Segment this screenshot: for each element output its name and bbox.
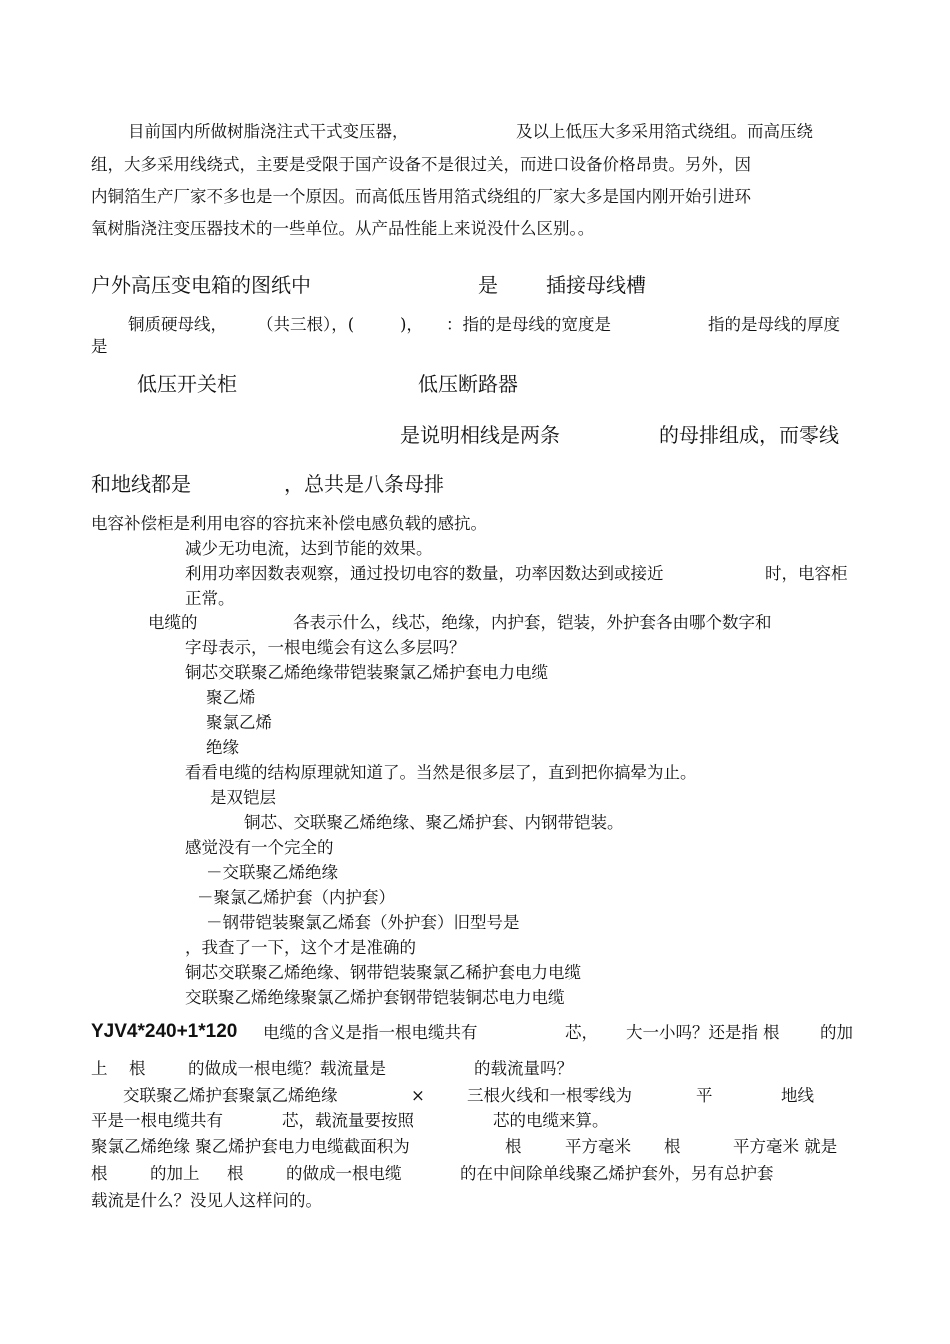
s4-a4: 绝缘 — [206, 738, 239, 757]
p1-line3: 内铜箔生产厂家不多也是一个原因。而高低压皆用箔式绕组的厂家大多是国内刚开始引进环 — [91, 187, 751, 206]
s2-line1d: ：指的是母线的宽度是 — [446, 315, 611, 334]
s5-a2a: 平是一根电缆共有 — [91, 1111, 223, 1130]
s4-q1b: 各表示什么，线芯，绝缘，内护套，铠装，外护套各由哪个数字和 — [293, 613, 772, 632]
s4-a11: －钢带铠装聚氯乙烯套（外护套）旧型号是 — [206, 913, 520, 932]
s2-line2: 是 — [91, 337, 108, 356]
p1-line1a: 目前国内所做树脂浇注式干式变压器， — [128, 122, 409, 141]
s5-q2d: 的载流量吗？ — [474, 1059, 573, 1078]
s2-line3a: 是说明相线是两条 — [400, 423, 560, 447]
s2-line1e: 指的是母线的厚度 — [708, 315, 840, 334]
s5-q1b: 芯， — [565, 1023, 598, 1042]
s5-q2b: 根 — [129, 1059, 146, 1078]
p1-line2: 组，大多采用线绕式，主要是受限于国产设备不是很过关，而进口设备价格昂贵。另外，因 — [91, 155, 751, 174]
s4-a9: －交联聚乙烯绝缘 — [206, 863, 338, 882]
s5-q1a: 电缆的含义是指一根电缆共有 — [263, 1023, 478, 1042]
s4-a6: 是双铠层 — [210, 788, 276, 807]
p1-line1b: 及以上低压大多采用箔式绕组。而高压绕 — [516, 122, 813, 141]
s5-q1d: 根 — [763, 1023, 780, 1042]
s5-q1e: 的加 — [820, 1023, 853, 1042]
s5-a2c: 芯的电缆来算。 — [493, 1111, 609, 1130]
s5-a4a: 根 — [91, 1164, 108, 1183]
s5-q2a: 上 — [91, 1059, 108, 1078]
s5-a4c: 根 — [227, 1164, 244, 1183]
s5-a3e: 平方毫米 就是 — [733, 1137, 838, 1156]
s2-line3b: 的母排组成，而零线 — [659, 423, 839, 447]
s5-a1b: × — [411, 1086, 425, 1105]
p1-line4: 氧树脂浇注变压器技术的一些单位。从产品性能上来说没什么区别。。 — [91, 219, 595, 238]
s2-line4b: ，总共是八条母排 — [284, 472, 444, 496]
s3-line3b: 时，电容柜 — [765, 564, 848, 583]
s4-q1a: 电缆的 — [148, 613, 198, 632]
s4-a2: 聚乙烯 — [206, 688, 256, 707]
s5-a1d: 平 — [696, 1086, 713, 1105]
s2-heading-c: 插接母线槽 — [546, 273, 646, 297]
s4-q2: 字母表示，一根电缆会有这么多层吗？ — [185, 638, 466, 657]
s5-a3d: 根 — [664, 1137, 681, 1156]
s5-a4e: 的在中间除单线聚乙烯护套外，另有总护套 — [460, 1164, 774, 1183]
s5-a5: 载流是什么？没见人这样问的。 — [91, 1191, 322, 1210]
s3-line2: 减少无功电流，达到节能的效果。 — [185, 539, 433, 558]
s5-a1c: 三根火线和一根零线为 — [467, 1086, 632, 1105]
s5-a4b: 的加上 — [150, 1164, 200, 1183]
s4-a1: 铜芯交联聚乙烯绝缘带铠装聚氯乙烯护套电力电缆 — [185, 663, 548, 682]
s2-heading-b: 是 — [478, 273, 498, 297]
s4-a3: 聚氯乙烯 — [206, 713, 272, 732]
s2-line4a: 和地线都是 — [91, 472, 191, 496]
s5-a4d: 的做成一根电缆 — [286, 1164, 402, 1183]
s4-a13: 铜芯交联聚乙烯绝缘、钢带铠装聚氯乙稀护套电力电缆 — [185, 963, 581, 982]
s4-a7: 铜芯、交联聚乙烯绝缘、聚乙烯护套、内钢带铠装。 — [244, 813, 624, 832]
s5-q2c: 的做成一根电缆？载流量是 — [188, 1059, 386, 1078]
s4-a5: 看看电缆的结构原理就知道了。当然是很多层了，直到把你搞晕为止。 — [185, 763, 697, 782]
s4-a8: 感觉没有一个完全的 — [185, 838, 334, 857]
s2-line1c: )， — [400, 315, 423, 334]
s2-heading-a: 户外高压变电箱的图纸中 — [91, 273, 311, 297]
s3-line1: 电容补偿柜是利用电容的容抗来补偿电感负载的感抗。 — [91, 514, 487, 533]
s4-a10: －聚氯乙烯护套（内护套） — [197, 888, 395, 907]
s5-q1c: 大一小吗？还是指 — [626, 1023, 758, 1042]
s5-a3a: 聚氯乙烯绝缘 聚乙烯护套电力电缆截面积为 — [91, 1137, 410, 1156]
s3-line3a: 利用功率因数表观察，通过投切电容的数量，功率因数达到或接近 — [185, 564, 664, 583]
s5-a2b: 芯，载流量要按照 — [282, 1111, 414, 1130]
s3-line4: 正常。 — [185, 589, 235, 608]
s5-model: YJV4*240+1*120 — [91, 1021, 238, 1042]
s2-line1a: 铜质硬母线， — [128, 315, 227, 334]
s2-row-b: 低压断路器 — [418, 372, 518, 396]
s5-a3b: 根 — [505, 1137, 522, 1156]
s5-a1a: 交联聚乙烯护套聚氯乙烯绝缘 — [123, 1086, 338, 1105]
s2-line1b: （共三根），( — [257, 315, 355, 334]
s2-row-a: 低压开关柜 — [137, 372, 237, 396]
s5-a3c: 平方毫米 — [565, 1137, 631, 1156]
s5-a1e: 地线 — [781, 1086, 814, 1105]
s4-a12: ，我查了一下，这个才是准确的 — [185, 938, 416, 957]
s4-a14: 交联聚乙烯绝缘聚氯乙烯护套钢带铠装铜芯电力电缆 — [185, 988, 565, 1007]
